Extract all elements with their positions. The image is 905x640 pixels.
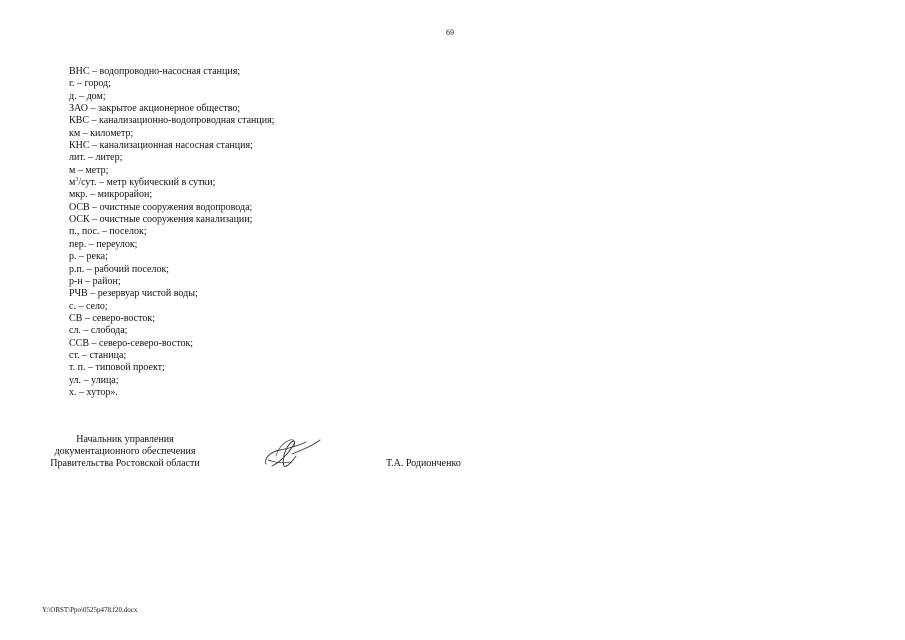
abbreviation-item xyxy=(69,66,274,78)
abbreviation-item xyxy=(69,251,274,263)
abbreviation-text: лит. – литер; xyxy=(69,152,123,164)
abbreviation-text: СВ – северо-восток; xyxy=(69,312,155,324)
abbreviation-item xyxy=(69,128,274,140)
abbreviation-text: мкр. – микрорайон; xyxy=(69,189,153,201)
abbreviation-item xyxy=(69,375,274,387)
abbreviation-text: с. – село; xyxy=(69,300,108,312)
abbreviation-item xyxy=(69,288,274,300)
file-path: Y:\ORST\Ppo\0525p478.f20.docx xyxy=(42,606,138,614)
abbreviation-text: сл. – слобода; xyxy=(69,325,128,337)
abbreviation-text: ст. – станица; xyxy=(69,349,127,361)
abbreviation-superscript: 3 xyxy=(75,177,79,184)
abbreviation-item xyxy=(69,301,274,313)
abbreviation-text: КНС – канализационная насосная станция; xyxy=(69,140,253,152)
abbreviation-item xyxy=(69,165,274,177)
abbreviation-text: д. – дом; xyxy=(69,90,106,102)
abbreviation-item xyxy=(69,103,274,115)
abbreviation-item xyxy=(69,276,274,288)
abbreviation-text: РЧВ – резервуар чистой воды; xyxy=(69,288,198,300)
abbreviation-item xyxy=(69,338,274,350)
abbreviation-text: х. – хутор». xyxy=(69,386,118,398)
abbreviation-text: м xyxy=(69,177,76,189)
abbreviation-item xyxy=(69,387,274,399)
abbreviation-text: ССВ – северо-северо-восток; xyxy=(69,337,194,349)
abbreviation-item xyxy=(69,152,274,164)
abbreviation-text: м – метр; xyxy=(69,164,109,176)
abbreviation-item xyxy=(69,78,274,90)
signer-name: Т.А. Родионченко xyxy=(386,458,461,469)
abbreviation-item xyxy=(69,226,274,238)
abbreviation-text: ул. – улица; xyxy=(69,374,119,386)
abbreviation-text: КВС – канализационно-водопроводная станция; xyxy=(69,115,275,127)
abbreviation-text: р-н – район; xyxy=(69,275,121,287)
abbreviation-item xyxy=(69,202,274,214)
abbreviation-text: т. п. – типовой проект; xyxy=(69,362,165,374)
signer-title-line: документационного обеспечения xyxy=(54,446,196,457)
page-number: 69 xyxy=(446,28,454,37)
abbreviation-text: п., пос. – поселок; xyxy=(69,226,147,238)
abbreviation-text: км – километр; xyxy=(69,127,134,139)
abbreviation-text: р.п. – рабочий поселок; xyxy=(69,263,170,275)
abbreviation-text: ВНС – водопроводно-насосная станция; xyxy=(69,66,241,77)
abbreviation-item xyxy=(69,350,274,362)
abbreviation-item xyxy=(69,91,274,103)
abbreviation-text: г. – город; xyxy=(69,78,111,90)
abbreviation-list xyxy=(69,66,274,399)
abbreviation-item xyxy=(69,325,274,337)
abbreviation-text: ЗАО – закрытое акционерное общество; xyxy=(69,103,241,115)
abbreviation-item xyxy=(69,140,274,152)
abbreviation-item xyxy=(69,214,274,226)
signature-icon xyxy=(262,436,322,470)
abbreviation-item xyxy=(69,189,274,201)
signer-title-line: Начальник управления xyxy=(76,434,174,445)
abbreviation-item xyxy=(69,115,274,127)
abbreviation-text: р. – река; xyxy=(69,251,108,263)
signer-title-line: Правительства Ростовской области xyxy=(50,458,200,469)
abbreviation-text-suffix: /сут. – метр кубический в сутки; xyxy=(78,177,216,189)
abbreviation-item xyxy=(69,239,274,251)
abbreviation-item xyxy=(69,264,274,276)
signer-title xyxy=(30,434,220,470)
abbreviation-item xyxy=(69,362,274,374)
abbreviation-text: ОСВ – очистные сооружения водопровода; xyxy=(69,201,253,213)
abbreviation-item xyxy=(69,313,274,325)
abbreviation-text: пер. – переулок; xyxy=(69,238,138,250)
abbreviation-text: ОСК – очистные сооружения канализации; xyxy=(69,214,253,226)
abbreviation-item xyxy=(69,177,274,189)
